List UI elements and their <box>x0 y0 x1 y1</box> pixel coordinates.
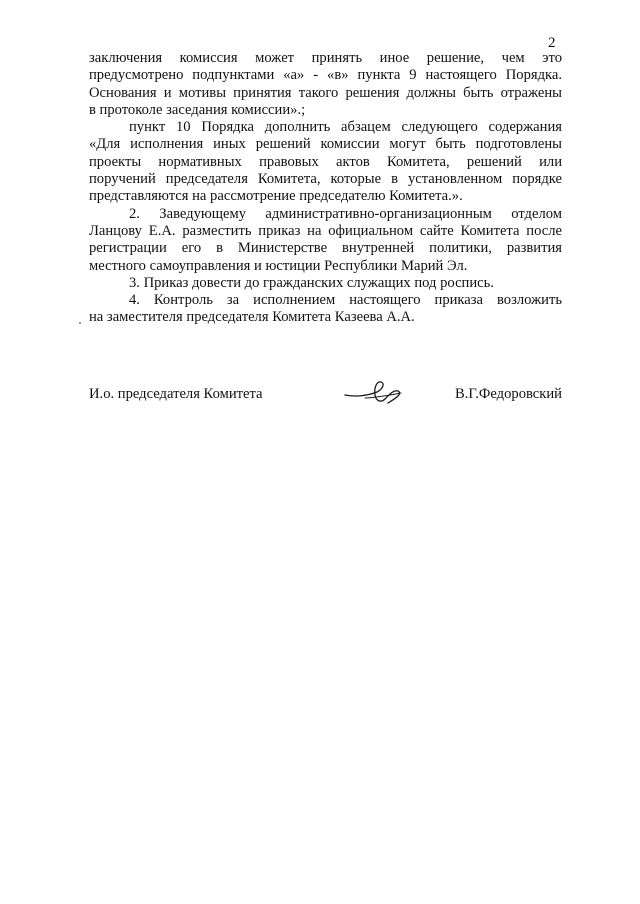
text-line: пункт 10 Порядка дополнить абзацем следующего содержания <box>129 119 562 136</box>
text-line: 3. Приказ довести до гражданских служащих под роспись. <box>129 274 494 291</box>
scan-speck <box>79 322 81 324</box>
signer-name: В.Г.Федоровский <box>455 386 562 402</box>
text-line: 4. Контроль за исполнением настоящего приказа возложить <box>129 292 562 309</box>
text-line: заключения комиссия может принять иное решение, чем это <box>89 50 562 66</box>
text-line: 2. Заведующему административно-организационным отделом <box>129 205 562 222</box>
text-line: Основания и мотивы принятия такого решения должны быть отражены <box>89 84 562 101</box>
text-line: в протоколе заседания комиссии».; <box>89 101 306 118</box>
text-line: на заместителя председателя Комитета Казеева А.А. <box>89 309 415 326</box>
text-line: «Для исполнения иных решений комиссии могут быть подготовлены <box>89 136 562 153</box>
text-line: проекты нормативных правовых актов Комитета, решений или <box>89 153 562 170</box>
signer-title: И.о. председателя Комитета <box>89 386 263 402</box>
handwritten-signature <box>341 377 407 407</box>
text-line: предусмотрено подпунктами «а» - «в» пункта 9 настоящего Порядка. <box>89 67 562 84</box>
page-number: 2 <box>548 35 556 51</box>
text-line: поручений председателя Комитета, которые в установленном порядке <box>89 171 562 188</box>
text-line: регистрации его в Министерстве внутренней политики, развития <box>89 240 562 257</box>
text-line: представляются на рассмотрение председателю Комитета.». <box>89 188 463 205</box>
signature-block <box>89 383 562 407</box>
text-line: местного самоуправления и юстиции Республики Марий Эл. <box>89 257 468 274</box>
document-body <box>89 50 562 327</box>
text-line: Ланцову Е.А. разместить приказ на официальном сайте Комитета после <box>89 222 562 239</box>
